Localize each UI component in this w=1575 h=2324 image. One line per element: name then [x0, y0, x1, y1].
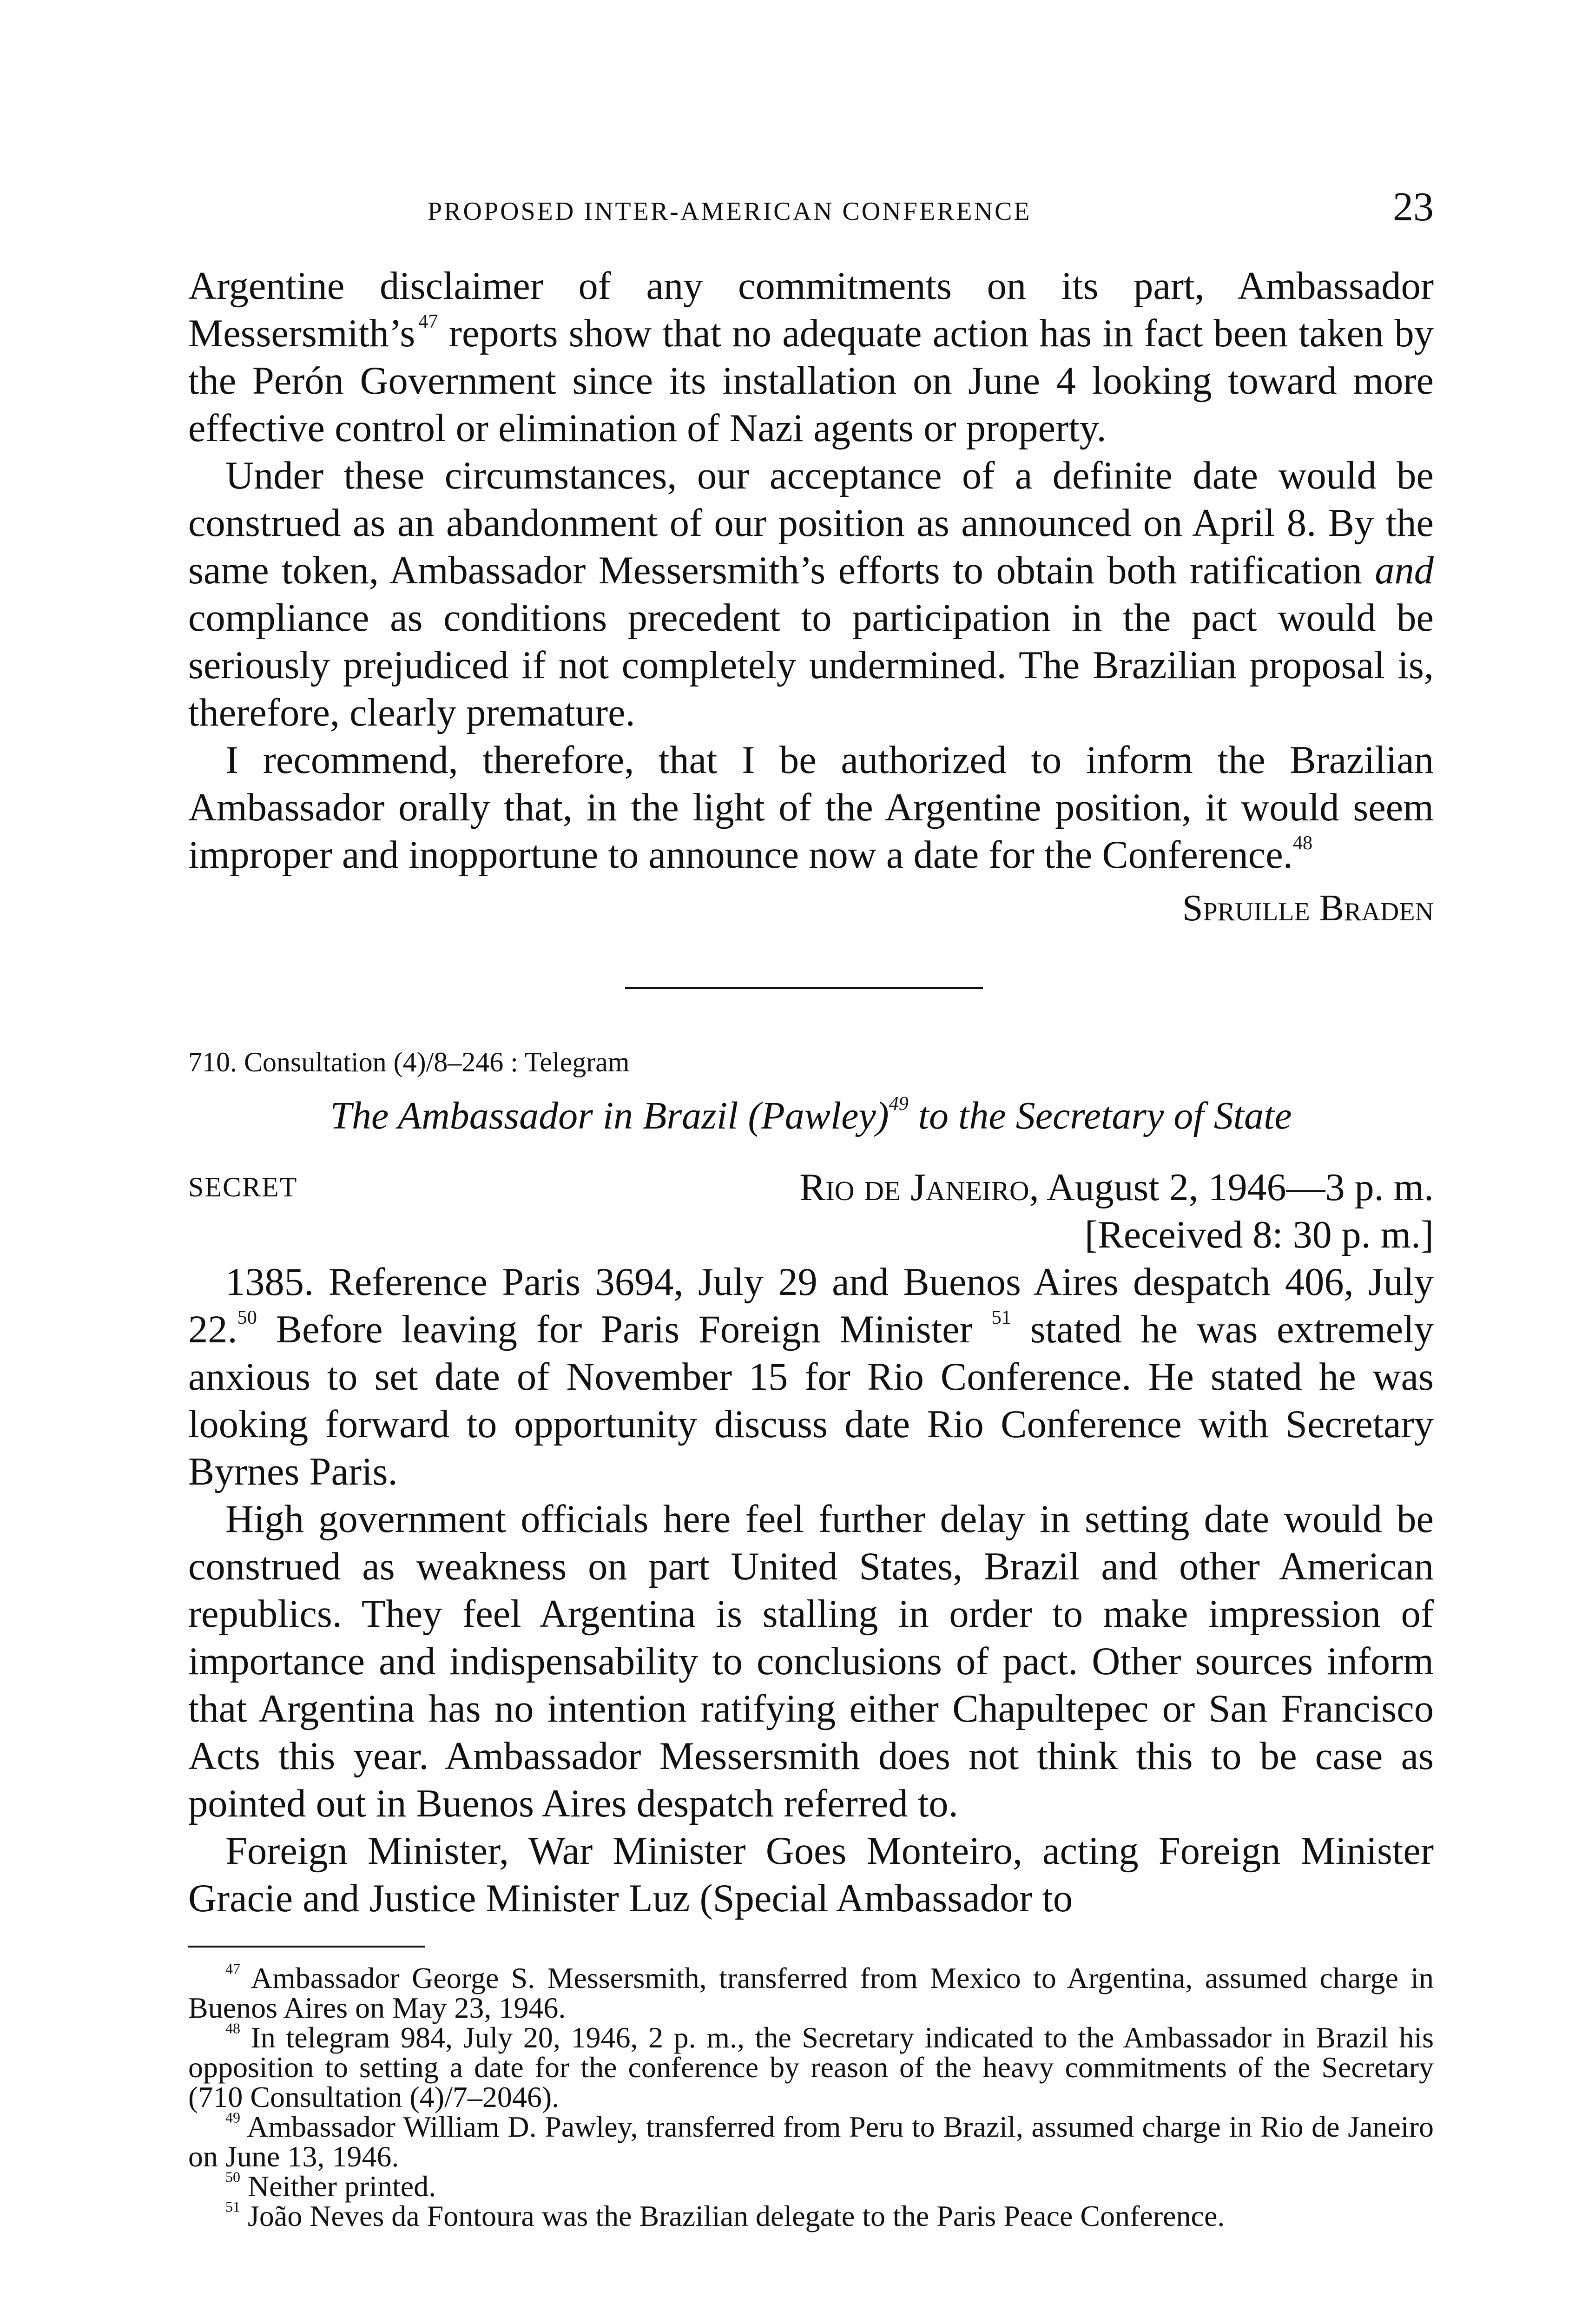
memo-paragraph-1 [188, 263, 1434, 452]
footnote-text: Ambassador William D. Pawley, transferred from Peru to Brazil, assumed charge in Rio de Janeiro on June 13, 1946. [188, 2110, 1434, 2173]
memo-p1-text-a: Argentine disclaimer of any commitments on its part, Ambassador Messersmith’s [188, 264, 1434, 355]
footnote-ref-49[interactable]: 49 [889, 1093, 909, 1115]
footnote-number: 48 [225, 2020, 240, 2037]
received-time: [Received 8: 30 p. m.] [1084, 1213, 1434, 1256]
footnote-ref-47[interactable]: 47 [418, 310, 438, 332]
telegram-p1-text-b: Before leaving for Paris Foreign Minister [257, 1308, 992, 1351]
telegram-p1-text-a: 1385. Reference Paris 3694, July 29 and Buenos Aires despatch 406, July 22. [188, 1261, 1434, 1351]
footnote-50 [188, 2168, 1434, 2203]
footnote-number: 50 [225, 2168, 240, 2185]
document-identifier: 710. Consultation (4)/8–246 : Telegram [188, 1047, 630, 1077]
running-header [188, 184, 1434, 235]
footnote-47 [188, 1960, 1434, 2024]
footnote-text: João Neves da Fontoura was the Brazilian delegate to the Paris Peace Conference. [240, 2199, 1225, 2232]
footnote-number: 51 [225, 2198, 240, 2215]
section-divider [625, 987, 983, 989]
footnote-48 [188, 2020, 1434, 2113]
footnote-text: In telegram 984, July 20, 1946, 2 p. m., the Secretary indicated to the Ambassador in Brazil his opposition to setting a date for the conference by reason of the heavy commitments of the Secretary (710 Consultation (4)/7–2046). [188, 2021, 1434, 2113]
place-name: Rio de Janeiro [799, 1166, 1029, 1209]
telegram-paragraph-3: Foreign Minister, War Minister Goes Monteiro, acting Foreign Minister Gracie and Justice Minister Luz (Special Ambassador to [188, 1829, 1434, 1920]
running-title: PROPOSED INTER-AMERICAN CONFERENCE [428, 197, 1032, 226]
memo-p1-text-b: reports show that no adequate action has in fact been taken by the Perón Government since its installation on June 4 looking toward more effective control or elimination of Nazi agents or property. [188, 312, 1434, 450]
footnote-ref-48[interactable]: 48 [1292, 832, 1313, 854]
footnote-49 [188, 2109, 1434, 2173]
signature: Spruille Braden [1182, 888, 1434, 929]
footnote-text: Ambassador George S. Messersmith, transferred from Mexico to Argentina, assumed charge in Buenos Aires on May 23, 1946. [188, 1961, 1434, 2024]
telegram-heading [188, 1164, 1434, 1259]
memo-p2-text-a: Under these circumstances, our acceptance of a definite date would be construed as an abandonment of our position as announced on April 8. By the same token, Ambassador Messersmith’s efforts to obtain both ratification [188, 454, 1434, 592]
footnote-51 [188, 2198, 1434, 2232]
document-title [188, 1092, 1434, 1140]
footnote-divider [188, 1946, 425, 1948]
footnotes [188, 1960, 1434, 2232]
footnote-text: Neither printed. [240, 2170, 436, 2203]
document-title-text-b: to the Secretary of State [908, 1094, 1292, 1137]
classification-label: SECRET [188, 1172, 298, 1202]
telegram-paragraph-2: High government officials here feel further delay in setting date would be construed as weakness on part United States, Brazil and other American republics. They feel Argentina is stalling in order to make impression of importance and indispensability to conclusions of pact. Other sources inform that Argentina has no intention ratifying either Chapultepec or San Francisco Acts this year. Ambassador Messersmith does not think this to be case as pointed out in Buenos Aires despatch referred to. [188, 1498, 1434, 1825]
place-date-line [799, 1164, 1434, 1211]
memo-p3-text: I recommend, therefore, that I be authorized to inform the Brazilian Ambassador orally that, in the light of the Argentine position, it would seem improper and inopportune to announce now a date for the Conference. [188, 739, 1434, 877]
page-body [188, 263, 1434, 2231]
page-number: 23 [1393, 185, 1434, 230]
telegram-p1-text-c: stated he was extremely anxious to set date of November 15 for Rio Conference. He stated he was looking forward to opportunity discuss date Rio Conference with Secretary Byrnes Paris. [188, 1308, 1434, 1493]
sent-date: , August 2, 1946—3 p. m. [1029, 1166, 1434, 1209]
footnote-number: 49 [225, 2109, 240, 2126]
document-title-text-a: The Ambassador in Brazil (Pawley) [330, 1094, 889, 1137]
memo-p2-text-b: compliance as conditions precedent to participation in the pact would be seriously prejudiced if not completely undermined. The Brazilian proposal is, therefore, clearly premature. [188, 596, 1434, 734]
memo-paragraph-3 [188, 737, 1434, 879]
footnote-number: 47 [225, 1960, 240, 1977]
telegram-paragraph-1 [188, 1259, 1434, 1496]
footnote-ref-50[interactable]: 50 [237, 1306, 257, 1328]
memo-paragraph-2 [188, 452, 1434, 737]
memo-p2-emphasis: and [1375, 549, 1434, 592]
footnote-ref-51[interactable]: 51 [991, 1306, 1011, 1328]
